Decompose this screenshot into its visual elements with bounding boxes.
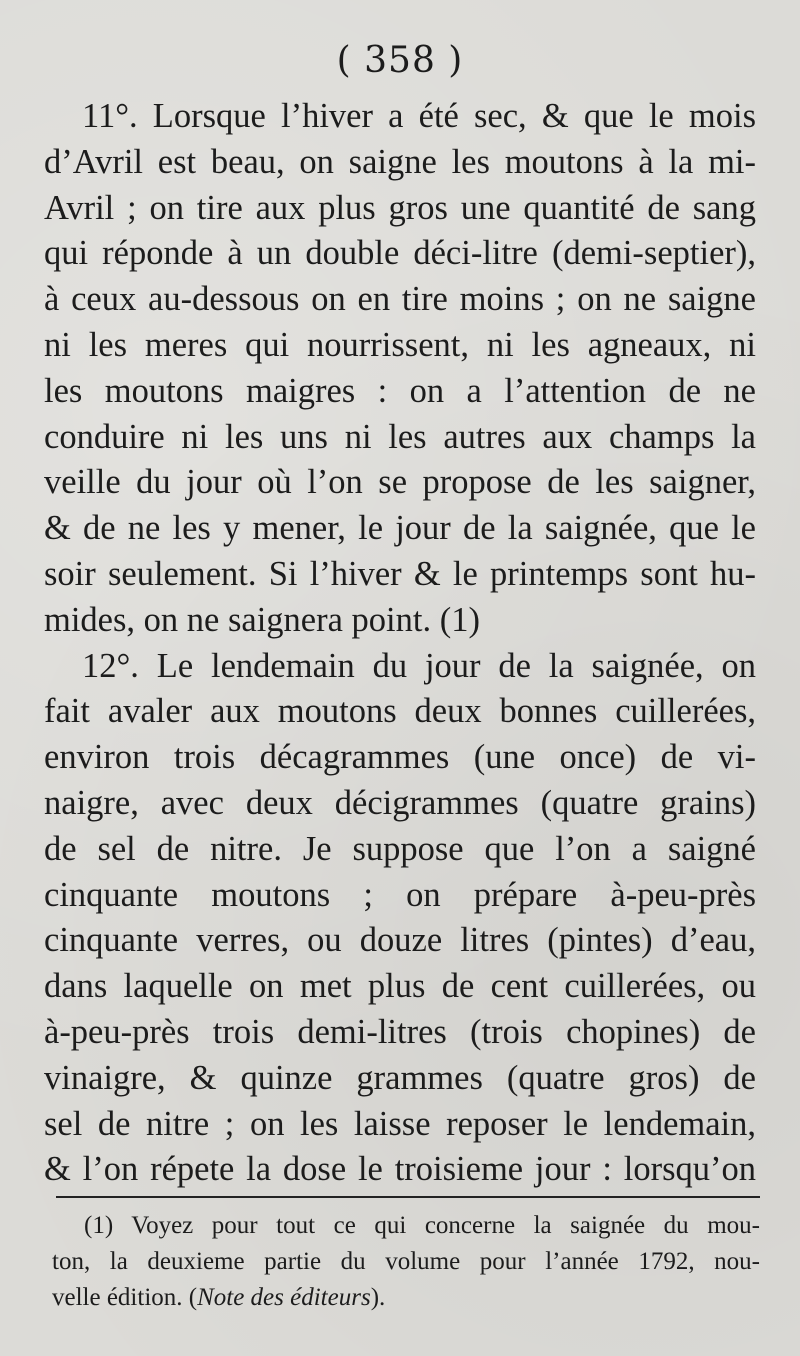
footnote-editor-note: Note des éditeurs xyxy=(197,1284,371,1311)
text-line: soir seulement. Si l’hiver & le printemps sont hu- xyxy=(44,554,756,593)
text-line: les moutons maigres : on a l’attention de ne xyxy=(44,371,756,410)
text-line: d’Avril est beau, on saigne les moutons à la mi- xyxy=(44,142,756,181)
footnote-text-end: ). xyxy=(370,1284,386,1311)
text-line-paragraph-12-start: 12°. Le lendemain du jour de la saignée, on xyxy=(82,646,756,685)
footnote xyxy=(52,1208,760,1316)
text-line: à-peu-près trois demi-litres (trois chopines) de xyxy=(44,1012,756,1051)
text-line: sel de nitre ; on les laisse reposer le lendemain, xyxy=(44,1104,756,1143)
text-line: veille du jour où l’on se propose de les saigner, xyxy=(44,463,756,502)
main-text xyxy=(44,94,756,1193)
text-line: & de ne les y mener, le jour de la saignée, que le xyxy=(44,509,756,548)
text-line: conduire ni les uns ni les autres aux champs la xyxy=(44,417,756,456)
footnote-divider xyxy=(56,1196,760,1198)
text-line: environ trois décagrammes (une once) de vi- xyxy=(44,738,756,777)
footnote-line: (1) Voyez pour tout ce qui concerne la saignée du mou- xyxy=(84,1212,760,1239)
text-line: cinquante moutons ; on prépare à-peu-près xyxy=(44,875,756,914)
text-line: & l’on répete la dose le troisieme jour : lorsqu’on xyxy=(44,1150,756,1189)
text-line: naigre, avec deux décigrammes (quatre grains) xyxy=(44,783,756,822)
text-line: qui réponde à un double déci-litre (demi-septier), xyxy=(44,234,756,273)
text-line: de sel de nitre. Je suppose que l’on a saigné xyxy=(44,829,756,868)
text-line: cinquante verres, ou douze litres (pintes) d’eau, xyxy=(44,921,756,960)
text-line: ni les meres qui nourrissent, ni les agneaux, ni xyxy=(44,325,756,364)
footnote-line-last xyxy=(52,1280,760,1316)
text-line: vinaigre, & quinze grammes (quatre gros) de xyxy=(44,1058,756,1097)
text-line-paragraph-11-end: mides, on ne saignera point. (1) xyxy=(44,600,480,639)
text-line: à ceux au-dessous on en tire moins ; on ne saigne xyxy=(44,280,756,319)
text-line: Avril ; on tire aux plus gros une quantité de sang xyxy=(44,188,756,227)
page-number: ( 358 ) xyxy=(336,40,464,81)
text-line: dans laquelle on met plus de cent cuillerées, ou xyxy=(44,967,756,1006)
text-line-paragraph-11-start: 11°. Lorsque l’hiver a été sec, & que le mois xyxy=(82,97,756,135)
footnote-text: velle édition. ( xyxy=(52,1284,198,1311)
footnote-line: ton, la deuxieme partie du volume pour l’année 1792, nou- xyxy=(52,1248,760,1275)
text-line: fait avaler aux moutons deux bonnes cuillerées, xyxy=(44,692,756,731)
